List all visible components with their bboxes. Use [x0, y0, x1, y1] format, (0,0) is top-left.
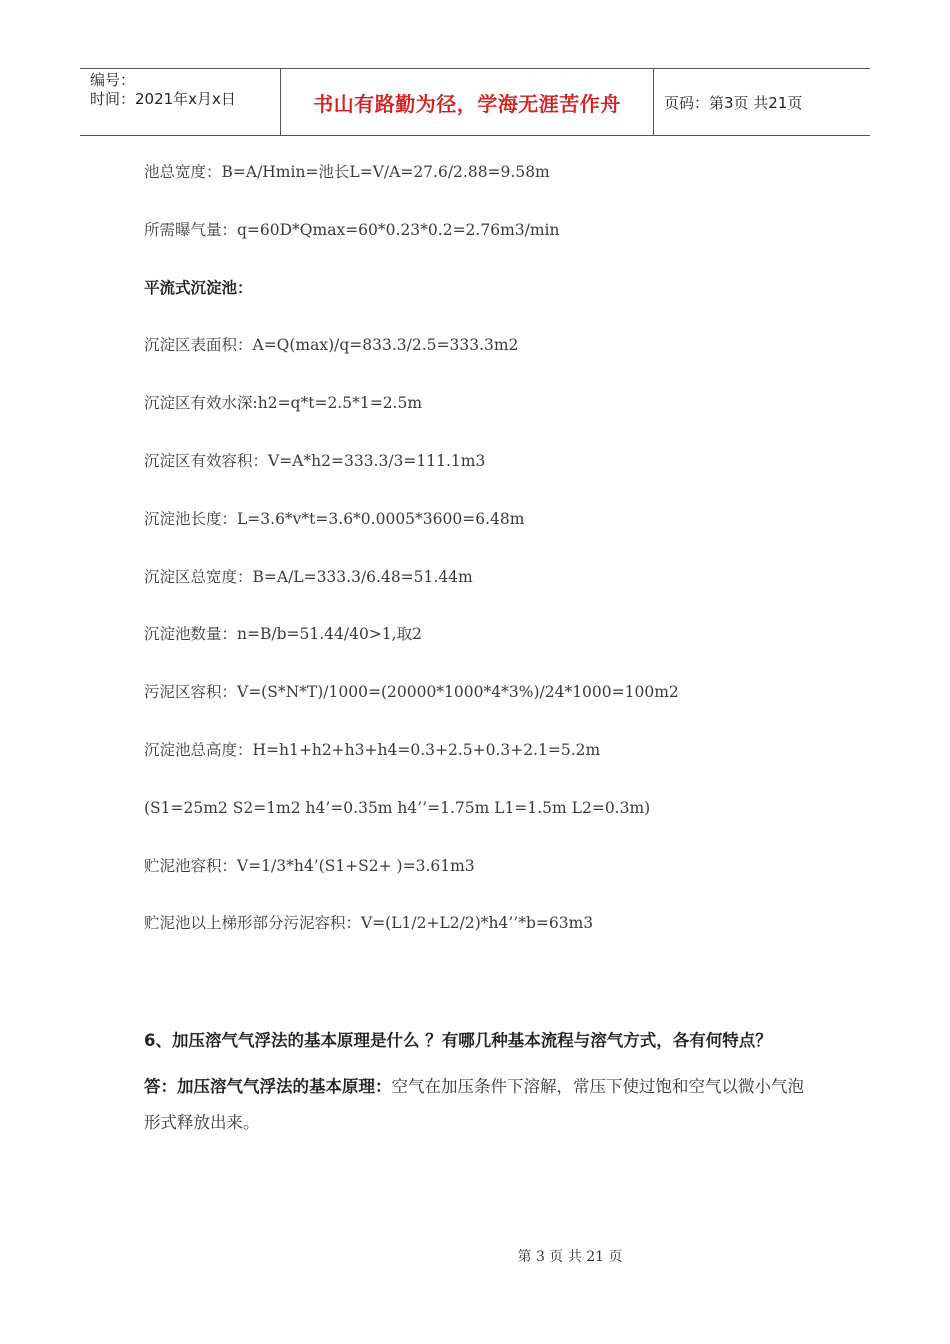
text-line: 沉淀区表面积：A=Q(max)/q=833.3/2.5=333.3m2 — [144, 336, 519, 355]
number-label: 编号： — [90, 71, 136, 89]
text-line: 沉淀区总宽度：B=A/L=333.3/6.48=51.44m — [144, 567, 473, 586]
answer-label: 答：加压溶气气浮法的基本原理： — [144, 1077, 392, 1097]
page-header — [80, 68, 870, 136]
time-label: 时间：2021年x月x日 — [90, 90, 236, 108]
header-meta — [80, 69, 281, 135]
spacer — [144, 967, 824, 1023]
text-line: 沉淀池总高度：H=h1+h2+h3+h4=0.3+2.5+0.3+2.1=5.2m — [144, 740, 601, 759]
text-line: 污泥区容积：V=(S*N*T)/1000=(20000*1000*4*3%)/24*1000=100m2 — [144, 683, 679, 702]
answer-text: 空气在加压条件下溶解，常压下使过饱和空气以微小气泡形式释放出来。 — [144, 1077, 804, 1133]
text-line: 贮泥池容积：V=1/3*h4’(S1+S2+ )=3.61m3 — [144, 856, 475, 875]
section-heading: 平流式沉淀池： — [144, 278, 253, 297]
header-slogan: 书山有路勤为径，学海无涯苦作舟 — [281, 69, 654, 135]
text-line: 贮泥池以上梯形部分污泥容积：V=(L1/2+L2/2)*h4’’*b=63m3 — [144, 914, 594, 933]
header-page-number: 页码：第3页 共21页 — [664, 93, 803, 112]
question-paragraph: 6、加压溶气气浮法的基本原理是什么 ？有哪几种基本流程与溶气方式，各有何特点？ — [144, 1031, 772, 1051]
text-line: (S1=25m2 S2=1m2 h4’=0.35m h4’’=1.75m L1=1.5m L2=0.3m) — [144, 798, 651, 817]
text-line: 沉淀区有效水深:h2=q*t=2.5*1=2.5m — [144, 394, 423, 413]
document-body — [144, 158, 824, 1141]
text-line: 所需曝气量：q=60D*Qmax=60*0.23*0.2=2.76m3/min — [144, 220, 560, 239]
text-line: 沉淀池长度：L=3.6*v*t=3.6*0.0005*3600=6.48m — [144, 509, 525, 528]
page-footer: 第 3 页 共 21 页 — [517, 1249, 623, 1265]
answer-paragraph — [144, 1069, 808, 1141]
text-line: 池总宽度：B=A/Hmin=池长L=V/A=27.6/2.88=9.58m — [144, 163, 550, 181]
text-line: 沉淀池数量：n=B/b=51.44/40>1,取2 — [144, 625, 422, 644]
text-line: 沉淀区有效容积：V=A*h2=333.3/3=111.1m3 — [144, 451, 486, 470]
